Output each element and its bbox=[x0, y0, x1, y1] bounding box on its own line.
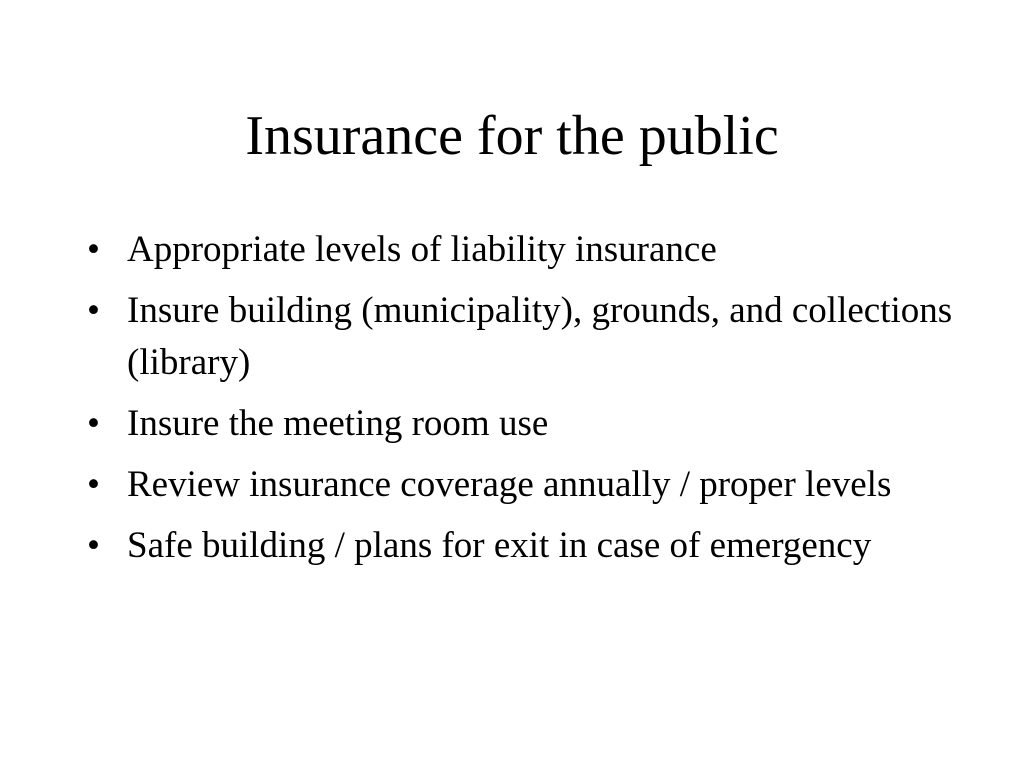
bullet-item bbox=[83, 520, 963, 572]
bullet-text: Safe building / plans for exit in case of emergency bbox=[127, 525, 872, 566]
bullet-item bbox=[83, 398, 963, 450]
bullet-list bbox=[83, 224, 963, 581]
bullet-dot-icon: • bbox=[87, 290, 100, 331]
bullet-text: Review insurance coverage annually / proper levels bbox=[127, 464, 892, 505]
bullet-dot-icon: • bbox=[87, 525, 100, 566]
bullet-dot-icon: • bbox=[87, 229, 100, 270]
slide-title: Insurance for the public bbox=[245, 105, 779, 167]
bullet-text: Insure the meeting room use bbox=[127, 403, 549, 444]
bullet-text: Insure building (municipality), grounds, and collections (library) bbox=[127, 290, 953, 383]
bullet-text: Appropriate levels of liability insurance bbox=[127, 229, 717, 270]
bullet-item bbox=[83, 285, 963, 389]
bullet-dot-icon: • bbox=[87, 464, 100, 505]
bullet-item bbox=[83, 224, 963, 276]
bullet-item bbox=[83, 459, 963, 511]
bullet-dot-icon: • bbox=[87, 403, 100, 444]
